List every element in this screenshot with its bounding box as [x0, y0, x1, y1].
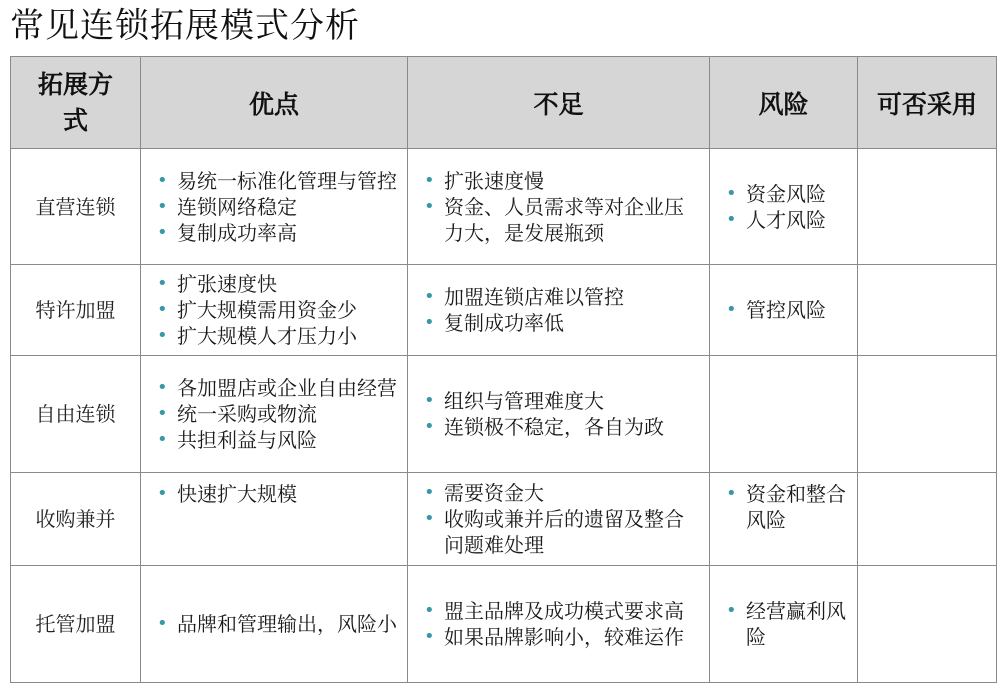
- risks-item: • 资金和整合风险: [724, 481, 849, 533]
- pros-cell: [141, 149, 408, 265]
- pros-item: • 扩大规模人才压力小: [155, 323, 399, 349]
- table-row: [11, 265, 997, 356]
- cons-item: • 收购或兼并后的遗留及整合问题难处理: [422, 506, 701, 558]
- pros-item: • 统一采购或物流: [155, 401, 399, 427]
- method-cell: 直营连锁: [11, 149, 141, 265]
- method-cell: 自由连锁: [11, 356, 141, 473]
- header-pros: 优点: [141, 57, 408, 149]
- cons-item: • 盟主品牌及成功模式要求高: [422, 598, 701, 624]
- pros-item: • 扩张速度快: [155, 271, 399, 297]
- cons-cell: [408, 566, 710, 683]
- header-adoptable: 可否采用: [858, 57, 997, 149]
- cons-cell: [408, 149, 710, 265]
- pros-item: • 品牌和管理输出，风险小: [155, 611, 399, 637]
- method-cell: 收购兼并: [11, 473, 141, 566]
- header-method-line1: 拓展方: [37, 69, 113, 99]
- pros-item: • 复制成功率高: [155, 220, 399, 246]
- pros-cell: [141, 473, 408, 566]
- risks-cell: [710, 149, 858, 265]
- pros-cell: [141, 356, 408, 473]
- cons-item: • 组织与管理难度大: [422, 388, 701, 414]
- cons-item: • 加盟连锁店难以管控: [422, 284, 701, 310]
- risks-item: • 管控风险: [724, 297, 849, 323]
- cons-cell: [408, 265, 710, 356]
- header-method-line2: 式: [62, 105, 88, 135]
- adoptable-cell: [858, 473, 997, 566]
- adoptable-cell: [858, 566, 997, 683]
- risks-cell: [710, 473, 858, 566]
- pros-cell: [141, 265, 408, 356]
- header-risks: 风险: [710, 57, 858, 149]
- adoptable-cell: [858, 149, 997, 265]
- cons-item: • 如果品牌影响小，较难运作: [422, 624, 701, 650]
- cons-cell: [408, 473, 710, 566]
- analysis-table: [10, 56, 997, 683]
- risks-item: • 经营赢利风险: [724, 598, 849, 650]
- risks-cell: [710, 265, 858, 356]
- risks-cell: [710, 356, 858, 473]
- pros-item: • 各加盟店或企业自由经营: [155, 375, 399, 401]
- pros-item: • 共担利益与风险: [155, 427, 399, 453]
- pros-item: • 扩大规模需用资金少: [155, 297, 399, 323]
- table-row: [11, 356, 997, 473]
- adoptable-cell: [858, 265, 997, 356]
- header-row: [11, 57, 997, 149]
- risks-item: • 人才风险: [724, 207, 849, 233]
- table-row: [11, 566, 997, 683]
- cons-cell: [408, 356, 710, 473]
- cons-item: • 复制成功率低: [422, 310, 701, 336]
- adoptable-cell: [858, 356, 997, 473]
- cons-item: • 连锁极不稳定，各自为政: [422, 414, 701, 440]
- risks-cell: [710, 566, 858, 683]
- cons-item: • 资金、人员需求等对企业压力大，是发展瓶颈: [422, 194, 701, 246]
- header-cons: 不足: [408, 57, 710, 149]
- cons-item: • 扩张速度慢: [422, 168, 701, 194]
- table-row: [11, 473, 997, 566]
- pros-item: • 快速扩大规模: [155, 481, 399, 507]
- pros-item: • 连锁网络稳定: [155, 194, 399, 220]
- pros-cell: [141, 566, 408, 683]
- page-title: 常见连锁拓展模式分析: [10, 6, 360, 46]
- cons-item: • 需要资金大: [422, 480, 701, 506]
- risks-item: • 资金风险: [724, 181, 849, 207]
- method-cell: 托管加盟: [11, 566, 141, 683]
- table-row: [11, 149, 997, 265]
- pros-item: • 易统一标准化管理与管控: [155, 168, 399, 194]
- method-cell: 特许加盟: [11, 265, 141, 356]
- header-method: [11, 57, 141, 149]
